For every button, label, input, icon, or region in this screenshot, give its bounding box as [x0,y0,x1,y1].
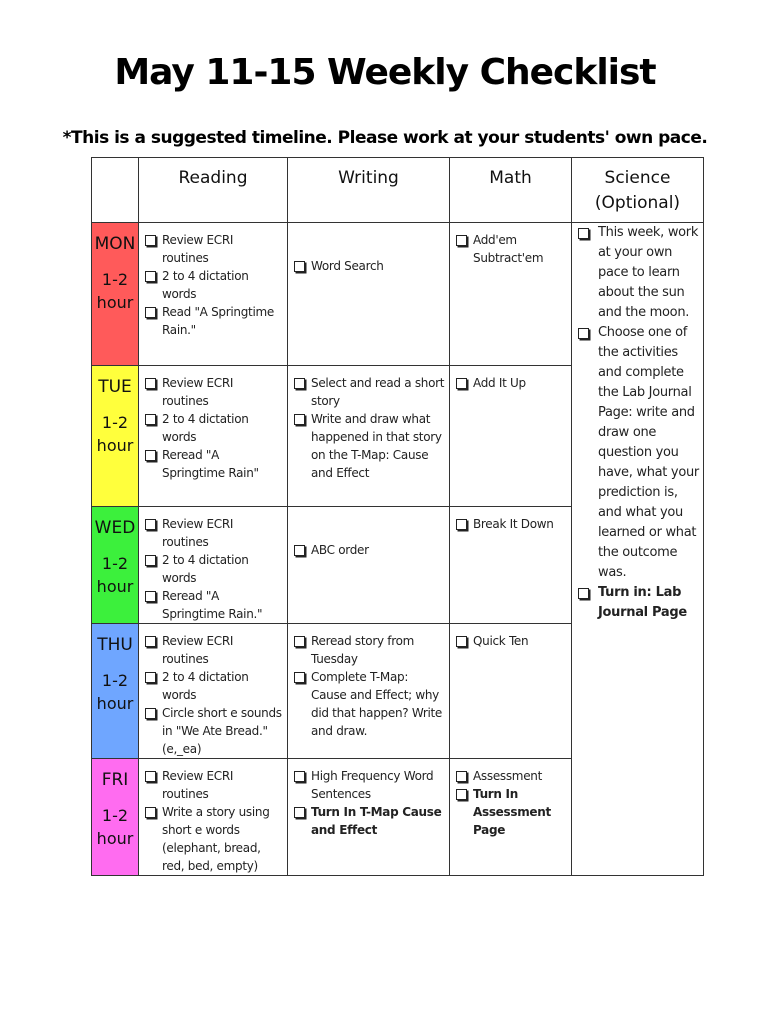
checkbox-icon[interactable] [145,519,156,530]
checkbox-icon[interactable] [294,414,305,425]
task-item[interactable]: Reread "A Springtime Rain." [145,587,283,623]
task-item[interactable]: High Frequency Word Sentences [294,767,445,803]
checkbox-icon[interactable] [294,672,305,683]
day-name: WED [94,518,136,538]
checkbox-icon[interactable] [145,450,156,461]
task-item[interactable]: Select and read a short story [294,374,445,410]
task-item[interactable]: ABC order [294,541,445,559]
reading-cell-mon [139,223,288,366]
checkbox-icon[interactable] [294,771,305,782]
task-item[interactable]: Review ECRI routines [145,767,283,803]
math-cell-fri [450,759,572,876]
checklist-table [91,157,704,876]
day-cell-thu [92,624,139,759]
checkbox-icon[interactable] [145,636,156,647]
task-item[interactable]: Write and draw what happened in that story on the T-Map: Cause and Effect [294,410,445,482]
task-item[interactable]: 2 to 4 dictation words [145,267,283,303]
reading-cell-fri [139,759,288,876]
day-duration: 1-2 hour [96,413,134,455]
day-cell-fri [92,759,139,876]
checkbox-icon[interactable] [294,378,305,389]
task-item[interactable]: Turn In T-Map Cause and Effect [294,803,445,839]
task-item[interactable]: Reread "A Springtime Rain" [145,446,283,482]
reading-cell-thu [139,624,288,759]
checkbox-icon[interactable] [145,307,156,318]
checkbox-icon[interactable] [294,807,305,818]
checkbox-icon[interactable] [294,261,305,272]
checkbox-icon[interactable] [145,414,156,425]
writing-cell-mon [288,223,450,366]
checkbox-icon[interactable] [578,328,589,339]
task-item[interactable]: Reread story from Tuesday [294,632,445,668]
task-item[interactable]: Review ECRI routines [145,515,283,551]
task-item[interactable]: 2 to 4 dictation words [145,551,283,587]
header-blank [92,158,139,223]
day-cell-wed [92,507,139,624]
writing-cell-tue [288,366,450,507]
day-cell-tue [92,366,139,507]
checkbox-icon[interactable] [578,588,589,599]
header-writing: Writing [288,158,450,223]
reading-cell-tue [139,366,288,507]
task-item[interactable]: Review ECRI routines [145,632,283,668]
task-item[interactable]: Word Search [294,257,445,275]
science-cell [572,223,704,876]
day-name: THU [97,635,133,655]
day-duration: 1-2 hour [96,671,134,713]
writing-cell-wed [288,507,450,624]
science-task-item[interactable]: Turn in: Lab Journal Page [578,583,699,623]
task-item[interactable]: Turn In Assessment Page [456,785,567,839]
task-item[interactable]: Read "A Springtime Rain." [145,303,283,339]
page-subtitle: *This is a suggested timeline. Please work at your students' own pace. [62,128,708,148]
checkbox-icon[interactable] [456,235,467,246]
checkbox-icon[interactable] [294,545,305,556]
header-science: Science (Optional) [572,158,704,223]
task-item[interactable]: 2 to 4 dictation words [145,668,283,704]
header-reading: Reading [139,158,288,223]
day-name: TUE [98,377,132,397]
day-cell-mon [92,223,139,366]
header-row [92,158,704,223]
task-item[interactable]: Review ECRI routines [145,231,283,267]
day-name: FRI [101,770,129,790]
checkbox-icon[interactable] [145,591,156,602]
checkbox-icon[interactable] [145,807,156,818]
math-cell-tue [450,366,572,507]
task-item[interactable]: Add It Up [456,374,567,392]
task-item[interactable]: Circle short e sounds in "We Ate Bread." (e,_ea) [145,704,283,758]
day-duration: 1-2 hour [96,554,134,596]
math-cell-mon [450,223,572,366]
row-mon [92,223,704,366]
reading-cell-wed [139,507,288,624]
task-item[interactable]: Review ECRI routines [145,374,283,410]
writing-cell-fri [288,759,450,876]
checkbox-icon[interactable] [145,672,156,683]
science-task-item[interactable]: Choose one of the activities and complete the Lab Journal Page: write and draw one question you have, what your prediction is, and what you learned or what the outcome was. [578,323,699,583]
checkbox-icon[interactable] [456,636,467,647]
writing-cell-thu [288,624,450,759]
task-item[interactable]: Quick Ten [456,632,567,650]
checkbox-icon[interactable] [145,771,156,782]
checkbox-icon[interactable] [456,519,467,530]
checkbox-icon[interactable] [145,378,156,389]
day-duration: 1-2 hour [96,270,134,312]
task-item[interactable]: Write a story using short e words (elephant, bread, red, bed, empty) [145,803,283,875]
checkbox-icon[interactable] [145,708,156,719]
science-task-item[interactable]: This week, work at your own pace to learn about the sun and the moon. [578,223,699,323]
checkbox-icon[interactable] [456,771,467,782]
checkbox-icon[interactable] [145,555,156,566]
day-duration: 1-2 hour [96,806,134,848]
task-item[interactable]: Break It Down [456,515,567,533]
math-cell-wed [450,507,572,624]
checkbox-icon[interactable] [456,378,467,389]
task-item[interactable]: Assessment [456,767,567,785]
header-math: Math [450,158,572,223]
task-item[interactable]: Complete T-Map: Cause and Effect; why did that happen? Write and draw. [294,668,445,740]
checkbox-icon[interactable] [578,228,589,239]
task-item[interactable]: 2 to 4 dictation words [145,410,283,446]
checkbox-icon[interactable] [145,271,156,282]
math-cell-thu [450,624,572,759]
checkbox-icon[interactable] [145,235,156,246]
checkbox-icon[interactable] [456,789,467,800]
task-item[interactable]: Add'em Subtract'em [456,231,567,267]
page-title: May 11-15 Weekly Checklist [114,52,656,93]
checkbox-icon[interactable] [294,636,305,647]
day-name: MON [94,234,136,254]
